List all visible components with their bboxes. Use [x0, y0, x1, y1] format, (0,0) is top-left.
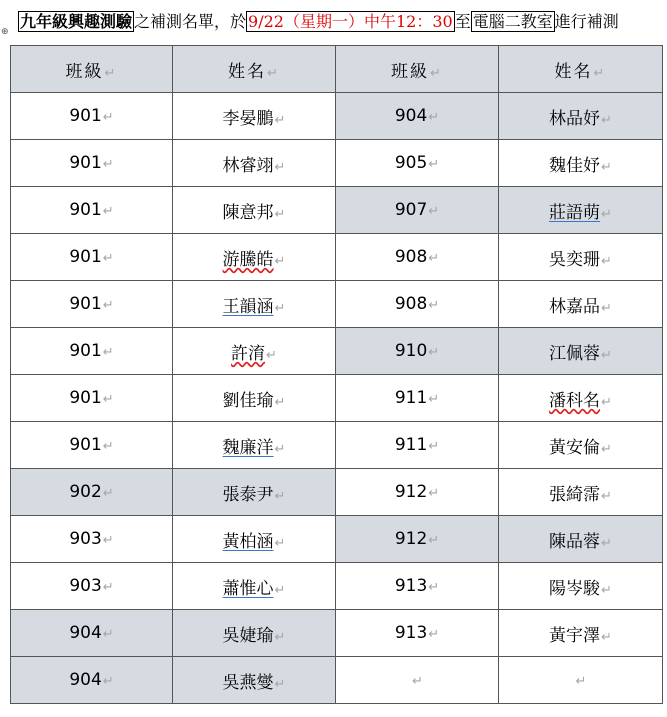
paragraph-mark-icon: ↵ — [274, 488, 286, 504]
class-cell: 908↵ — [336, 234, 499, 281]
paragraph-mark-icon: ↵ — [412, 674, 423, 689]
class-cell: 903↵ — [11, 563, 173, 610]
makeup-test-table — [10, 45, 663, 704]
paragraph-mark-icon: ↵ — [102, 157, 114, 172]
table-row — [11, 187, 663, 234]
paragraph-mark-icon: ↵ — [428, 486, 440, 501]
paragraph-mark-icon: ↵ — [428, 251, 440, 266]
paragraph-mark-icon: ↵ — [593, 65, 607, 81]
student-name-cell: 李晏鵬↵ — [173, 93, 336, 140]
paragraph-mark-icon: ↵ — [601, 253, 612, 269]
class-cell: 901↵ — [11, 140, 173, 187]
paragraph-mark-icon: ↵ — [428, 298, 440, 313]
paragraph-mark-icon: ↵ — [267, 65, 280, 81]
class-cell: 901↵ — [11, 187, 173, 234]
paragraph-mark-icon: ↵ — [601, 488, 612, 504]
student-name-cell: 江佩蓉↵ — [499, 328, 663, 375]
paragraph-mark-icon: ↵ — [102, 627, 114, 642]
paragraph-mark-icon: ↵ — [601, 159, 612, 175]
paragraph-mark-icon: ↵ — [102, 533, 114, 548]
paragraph-mark-icon: ↵ — [428, 204, 440, 219]
header-class-left: 班級↵ — [11, 46, 173, 93]
paragraph-mark-icon: ↵ — [102, 345, 114, 360]
notice-heading — [18, 8, 619, 36]
paragraph-mark-icon: ↵ — [601, 300, 612, 316]
notice-text-b: 至 — [454, 12, 471, 31]
student-name-cell: 陳意邦↵ — [173, 187, 336, 234]
class-cell: 911↵ — [336, 375, 499, 422]
class-cell: 901↵ — [11, 234, 173, 281]
header-name-left: 姓名↵ — [173, 46, 336, 93]
student-name-cell: 林嘉品↵ — [499, 281, 663, 328]
table-row — [11, 469, 663, 516]
student-name-cell: 莊語萌↵ — [499, 187, 663, 234]
paragraph-mark-icon: ↵ — [102, 204, 114, 219]
notice-text-a: 之補測名單，於 — [134, 12, 247, 31]
student-name-cell: 許淯↵ — [173, 328, 336, 375]
paragraph-mark-icon: ↵ — [428, 580, 440, 595]
table-row — [11, 375, 663, 422]
paragraph-mark-icon: ↵ — [428, 157, 440, 172]
paragraph-mark-icon: ↵ — [102, 486, 114, 501]
datetime-box: 9/22（星期一）中午12：30 — [248, 12, 453, 31]
paragraph-mark-icon: ↵ — [428, 439, 440, 454]
table-row — [11, 328, 663, 375]
class-cell: 910↵ — [336, 328, 499, 375]
class-cell: 902↵ — [11, 469, 173, 516]
paragraph-mark-icon: ↵ — [575, 674, 587, 689]
paragraph-mark-icon: ↵ — [102, 580, 114, 595]
student-name-cell: 吳燕燮↵ — [173, 657, 336, 704]
paragraph-mark-icon: ↵ — [274, 394, 286, 410]
student-name-cell: 王韻涵↵ — [173, 281, 336, 328]
student-name-cell: 魏廉洋↵ — [173, 422, 336, 469]
student-name-cell: 張泰尹↵ — [173, 469, 336, 516]
table-row — [11, 140, 663, 187]
paragraph-mark-icon: ↵ — [601, 394, 612, 410]
student-name-cell — [499, 657, 663, 704]
paragraph-mark-icon: ↵ — [274, 159, 286, 175]
student-name-cell: 吳奕珊↵ — [499, 234, 663, 281]
paragraph-mark-icon: ↵ — [102, 674, 114, 689]
table-row — [11, 93, 663, 140]
class-cell: 901↵ — [11, 281, 173, 328]
paragraph-mark-icon: ↵ — [428, 345, 440, 360]
student-name-cell: 吳婕瑜↵ — [173, 610, 336, 657]
header-class-right: 班級↵ — [336, 46, 499, 93]
paragraph-mark-icon: ↵ — [102, 251, 114, 266]
paragraph-mark-icon: ↵ — [266, 347, 277, 363]
paragraph-mark-icon: ↵ — [274, 253, 286, 269]
header-row — [11, 46, 663, 93]
class-cell: 912↵ — [336, 469, 499, 516]
paragraph-mark-icon: ↵ — [601, 629, 612, 645]
paragraph-mark-icon: ↵ — [102, 392, 114, 407]
student-name-cell: 張綺霈↵ — [499, 469, 663, 516]
paragraph-mark-icon: ↵ — [274, 206, 286, 222]
test-name-box: 九年級興趣測驗 — [20, 12, 133, 31]
student-name-cell: 黃安倫↵ — [499, 422, 663, 469]
class-cell: 901↵ — [11, 328, 173, 375]
table-row — [11, 281, 663, 328]
class-cell: 901↵ — [11, 422, 173, 469]
header-name-right: 姓名↵ — [499, 46, 663, 93]
paragraph-mark-icon: ↵ — [274, 676, 286, 692]
class-cell: 904↵ — [11, 657, 173, 704]
table-row — [11, 563, 663, 610]
table-anchor-icon: ⊕ — [1, 27, 9, 37]
student-name-cell: 黃柏涵↵ — [173, 516, 336, 563]
class-cell: 913↵ — [336, 610, 499, 657]
student-name-cell: 陳品蓉↵ — [499, 516, 663, 563]
paragraph-mark-icon: ↵ — [601, 347, 612, 363]
student-name-cell: 劉佳瑜↵ — [173, 375, 336, 422]
table-row — [11, 422, 663, 469]
paragraph-mark-icon: ↵ — [428, 110, 440, 125]
class-cell: 905↵ — [336, 140, 499, 187]
table-row — [11, 234, 663, 281]
class-cell: 901↵ — [11, 375, 173, 422]
student-name-cell: 林品妤↵ — [499, 93, 663, 140]
paragraph-mark-icon: ↵ — [428, 533, 440, 548]
student-name-cell: 陽岑駿↵ — [499, 563, 663, 610]
table-row — [11, 516, 663, 563]
paragraph-mark-icon: ↵ — [601, 112, 612, 128]
student-name-cell: 蕭惟心↵ — [173, 563, 336, 610]
paragraph-mark-icon: ↵ — [601, 206, 612, 222]
student-name-cell: 黃宇澤↵ — [499, 610, 663, 657]
student-name-cell: 游騰皓↵ — [173, 234, 336, 281]
paragraph-mark-icon: ↵ — [102, 439, 114, 454]
class-cell: 913↵ — [336, 563, 499, 610]
paragraph-mark-icon: ↵ — [601, 441, 612, 457]
class-cell — [336, 657, 499, 704]
paragraph-mark-icon: ↵ — [104, 65, 118, 81]
paragraph-mark-icon: ↵ — [428, 392, 440, 407]
paragraph-mark-icon: ↵ — [274, 300, 286, 316]
paragraph-mark-icon: ↵ — [428, 627, 440, 642]
class-cell: 904↵ — [336, 93, 499, 140]
paragraph-mark-icon: ↵ — [601, 535, 612, 551]
paragraph-mark-icon: ↵ — [601, 582, 612, 598]
paragraph-mark-icon: ↵ — [274, 441, 286, 457]
paragraph-mark-icon: ↵ — [102, 298, 114, 313]
class-cell: 904↵ — [11, 610, 173, 657]
class-cell: 908↵ — [336, 281, 499, 328]
notice-text-c: 進行補測 — [554, 12, 619, 31]
paragraph-mark-icon: ↵ — [274, 582, 286, 598]
class-cell: 903↵ — [11, 516, 173, 563]
table-row — [11, 610, 663, 657]
paragraph-mark-icon: ↵ — [274, 112, 286, 128]
student-name-cell: 魏佳妤↵ — [499, 140, 663, 187]
table-row — [11, 657, 663, 704]
class-cell: 901↵ — [11, 93, 173, 140]
paragraph-mark-icon: ↵ — [274, 535, 286, 551]
class-cell: 912↵ — [336, 516, 499, 563]
paragraph-mark-icon: ↵ — [274, 629, 286, 645]
class-cell: 911↵ — [336, 422, 499, 469]
paragraph-mark-icon: ↵ — [430, 65, 443, 81]
student-name-cell: 林睿翊↵ — [173, 140, 336, 187]
student-name-cell: 潘科名↵ — [499, 375, 663, 422]
room-box: 電腦二教室 — [472, 12, 553, 31]
paragraph-mark-icon: ↵ — [102, 110, 114, 125]
class-cell: 907↵ — [336, 187, 499, 234]
